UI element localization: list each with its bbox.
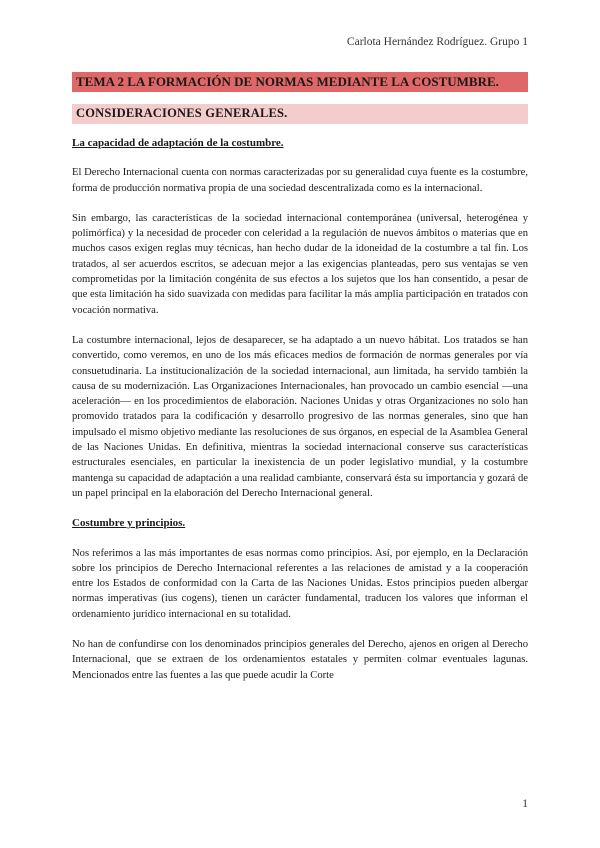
paragraph: No han de confundirse con los denominados principios generales del Derecho, ajenos en origen al Derecho Internacional, que se extraen de los ordenamientos estatales y permiten colmar eventuales lagunas. Mencionados entre las fuentes a las que puede acudir la Corte [72,639,528,681]
paragraph: Nos referimos a las más importantes de esas normas como principios. Así, por ejemplo, en la Declaración sobre los principios de Derecho Internacional referentes a las relaciones de amistad y a la cooperación entre los Estados de conformidad con la Carta de las Naciones Unidas. Estos principios pueden albergar normas imperativas (ius cogens), tienen un carácter fundamental, traducen los valores que informan el ordenamiento jurídico internacional en su totalidad. [72,547,528,620]
subsection-principles [72,516,528,683]
document-body [72,134,528,698]
section-heading: CONSIDERACIONES GENERALES. [72,104,528,124]
paragraph: Sin embargo, las características de la sociedad internacional contemporánea (universal, heterogénea y polimórfica) y la necesidad de proceder con celeridad a la regulación de nuevos ámbitos o materias que en muchos casos exigen reglas muy técnicas, han hecho dudar de la idoneidad de la costumbre a tal fin. Los tratados, al ser acuerdos escritos, se adecuan mejor a las exigencias planteadas, pero sus ventajas se ven comprometidas por la limitación congénita de sus efectos a los sujetos que los han consentido, a pesar de que esta limitación ha sido suavizada con medidas para facilitar la más amplia participación en tratados con vocación normativa. [72,212,528,316]
page-number: 1 [522,798,528,810]
chapter-title: TEMA 2 LA FORMACIÓN DE NORMAS MEDIANTE LA COSTUMBRE. [72,72,528,92]
page-header: Carlota Hernández Rodríguez. Grupo 1 [346,36,528,48]
paragraph: El Derecho Internacional cuenta con normas caracterizadas por su generalidad cuya fuente es la costumbre, forma de producción normativa propia de una sociedad descentralizada como es la internacional. [72,167,528,194]
subsection-heading: Costumbre y principios. [72,517,186,530]
subsection-adaptation [72,136,528,501]
subsection-heading: La capacidad de adaptación de la costumbre. [72,137,284,149]
paragraph: La costumbre internacional, lejos de desaparecer, se ha adaptado a un nuevo hábitat. Los tratados se han convertido, como veremos, en uno de los más eficaces medios de formación de normas generales por vía consuetudinaria. La institucionalización de la sociedad internacional, aun limitada, ha servido también la causa de su modernización. Las Organizaciones Internacionales, han provocado un cambio esencial —una aceleración— en los procedimientos de elaboración. Naciones Unidas y otras Organizaciones no solo han promovido tratados para la codificación y desarrollo progresivo de las normas generales, sino que han impulsado el mismo objetivo mediante las resoluciones de sus órganos, en especial de la Asamblea General de las Naciones Unidas. En definitiva, mientras la sociedad internacional conserve sus características estructurales esenciales, en particular la inexistencia de un poder legislativo mundial, y la costumbre mantenga su capacidad de adaptación a una realidad cambiante, conservará ésta su importancia y gozará de un papel principal en la elaboración del Derecho Internacional general. [72,334,528,499]
